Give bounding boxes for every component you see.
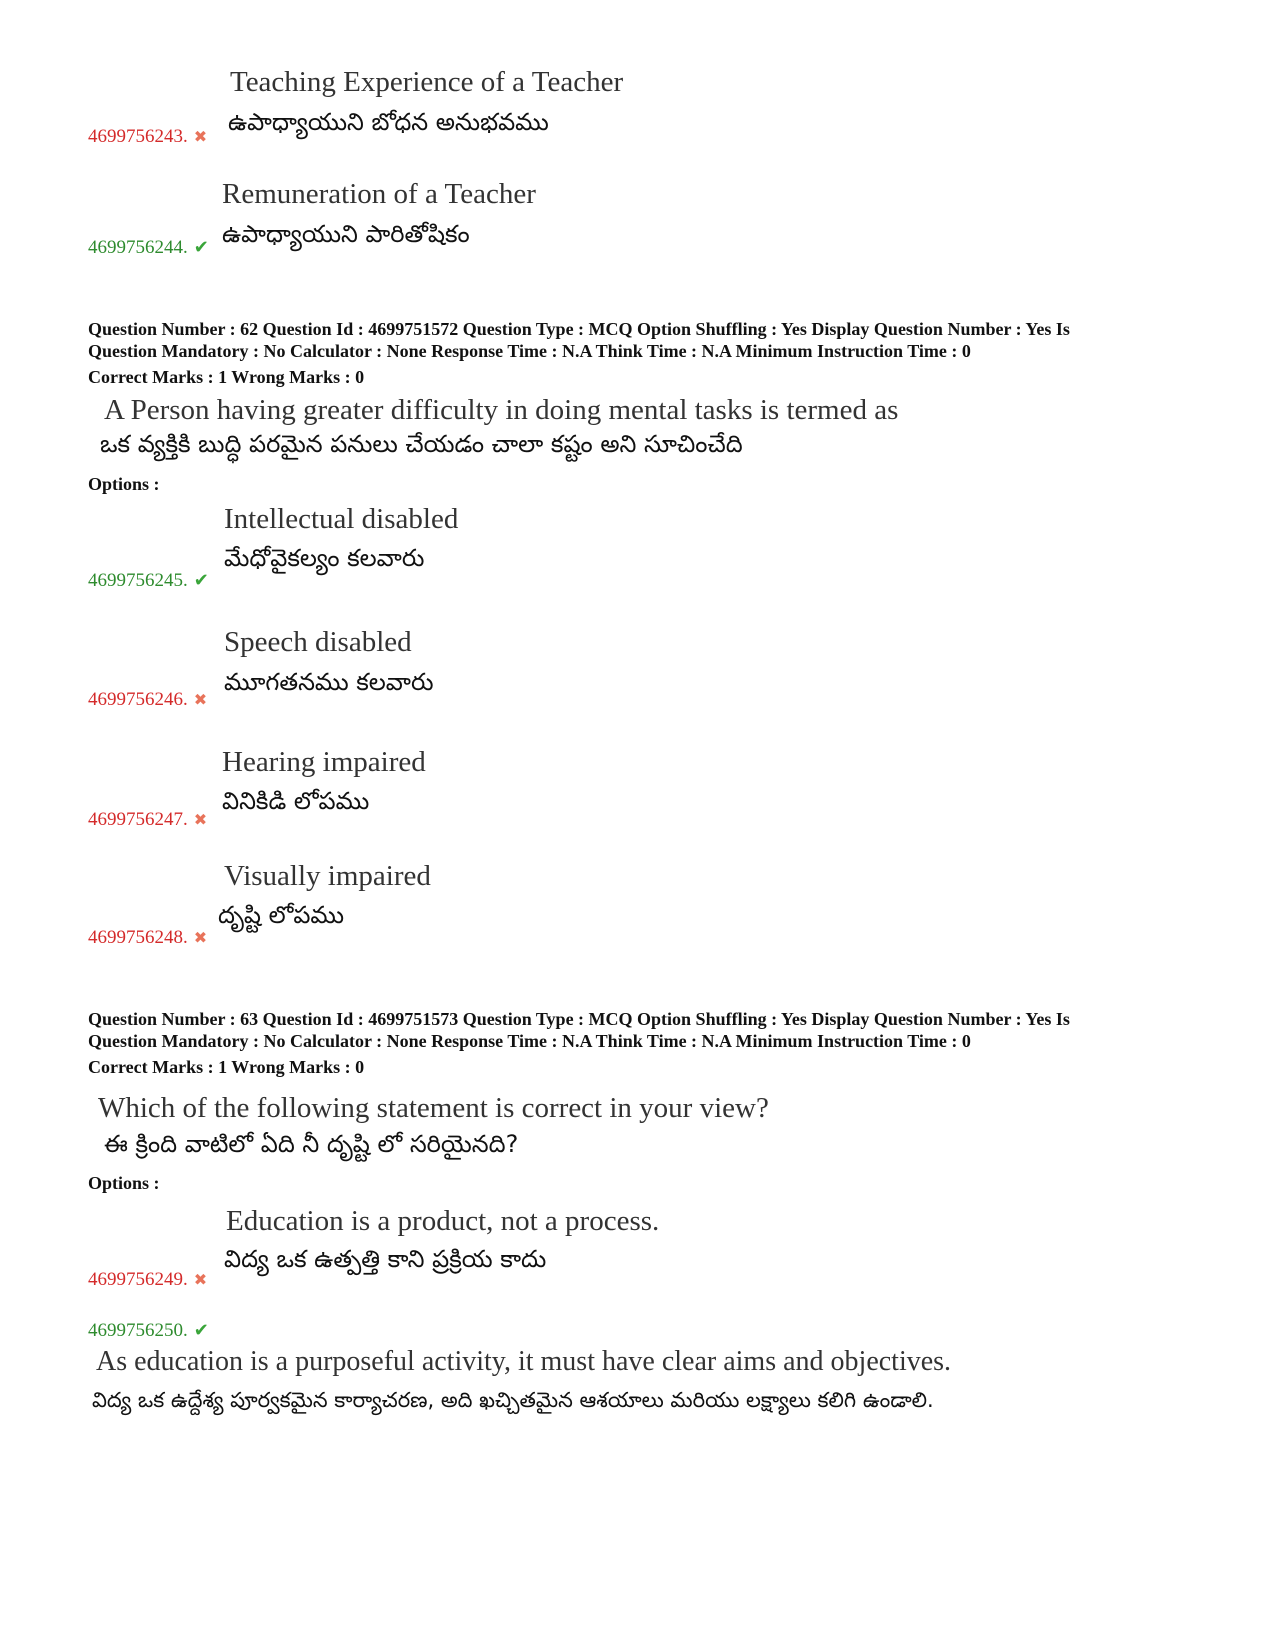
option-id-text: 4699756249.	[88, 1269, 188, 1290]
question-meta-line: Question Number : 62 Question Id : 4699751572 Question Type : MCQ Option Shuffling : Yes Display Question Number : Yes Is	[88, 319, 1070, 339]
option-text-en: Visually impaired	[224, 860, 431, 892]
option-text-en: As education is a purposeful activity, it must have clear aims and objectives.	[96, 1346, 952, 1377]
option-text-te: ఉపాధ్యాయుని బోధన అనుభవము	[228, 108, 549, 136]
option-id	[88, 126, 207, 148]
option-id	[88, 1320, 209, 1342]
option-id-text: 4699756244.	[88, 237, 188, 258]
option-id-text: 4699756243.	[88, 126, 188, 147]
question-meta-line: Question Mandatory : No Calculator : None Response Time : N.A Think Time : N.A Minimum Instruction Time : 0	[88, 341, 971, 361]
option-id	[88, 809, 207, 831]
option-id	[88, 1269, 207, 1291]
question-text-en: Which of the following statement is correct in your view?	[98, 1092, 769, 1124]
option-id	[88, 237, 209, 259]
option-text-te: దృష్టి లోపము	[218, 901, 345, 929]
option-text-en: Education is a product, not a process.	[226, 1205, 660, 1237]
wrong-icon: ✖	[193, 812, 208, 829]
option-text-en: Hearing impaired	[222, 746, 426, 778]
question-marks: Correct Marks : 1 Wrong Marks : 0	[88, 367, 365, 387]
option-text-te: ఉపాధ్యాయుని పారితోషికం	[222, 220, 470, 248]
option-text-en: Intellectual disabled	[224, 503, 459, 535]
options-label: Options :	[88, 1173, 160, 1193]
option-text-te: మేధోవైకల్యం కలవారు	[224, 544, 425, 572]
option-text-te: విద్య ఒక ఉద్దేశ్య పూర్వకమైన కార్యాచరణ, అది ఖచ్చితమైన ఆశయాలు మరియు లక్ష్యాలు కలిగి ఉండాలి.	[92, 1388, 934, 1412]
question-meta	[88, 1008, 1070, 1078]
option-id-text: 4699756245.	[88, 570, 188, 591]
option-id-text: 4699756246.	[88, 689, 188, 710]
option-id	[88, 927, 207, 949]
options-label: Options :	[88, 474, 160, 494]
question-meta-line: Question Number : 63 Question Id : 4699751573 Question Type : MCQ Option Shuffling : Yes Display Question Number : Yes Is	[88, 1009, 1070, 1029]
question-text-te: ఒక వ్యక్తికి బుద్ధి పరమైన పనులు చేయడం చాలా కష్టం అని సూచించేది	[100, 430, 743, 458]
wrong-icon: ✖	[193, 930, 208, 947]
option-id	[88, 570, 209, 592]
option-id-text: 4699756248.	[88, 927, 188, 948]
option-text-te: వినికిడి లోపము	[222, 787, 370, 815]
question-text-en: A Person having greater difficulty in doing mental tasks is termed as	[104, 394, 899, 426]
option-text-en: Remuneration of a Teacher	[222, 178, 536, 210]
option-id-text: 4699756250.	[88, 1320, 188, 1341]
option-text-te: మూగతనము కలవారు	[224, 668, 434, 696]
question-meta-line: Question Mandatory : No Calculator : None Response Time : N.A Think Time : N.A Minimum Instruction Time : 0	[88, 1031, 971, 1051]
check-icon: ✔	[193, 570, 209, 590]
wrong-icon: ✖	[193, 1272, 208, 1289]
wrong-icon: ✖	[193, 692, 208, 709]
wrong-icon: ✖	[193, 129, 208, 146]
check-icon: ✔	[193, 1320, 209, 1340]
question-meta	[88, 318, 1070, 388]
option-text-en: Teaching Experience of a Teacher	[230, 66, 624, 98]
question-marks: Correct Marks : 1 Wrong Marks : 0	[88, 1057, 365, 1077]
option-id	[88, 689, 207, 711]
option-text-te: విద్య ఒక ఉత్పత్తి కాని ప్రక్రియ కాదు	[224, 1245, 547, 1273]
option-id-text: 4699756247.	[88, 809, 188, 830]
check-icon: ✔	[193, 237, 209, 257]
option-text-en: Speech disabled	[224, 626, 412, 658]
question-text-te: ఈ క్రింది వాటిలో ఏది నీ దృష్టి లో సరియైనది?	[104, 1130, 519, 1158]
